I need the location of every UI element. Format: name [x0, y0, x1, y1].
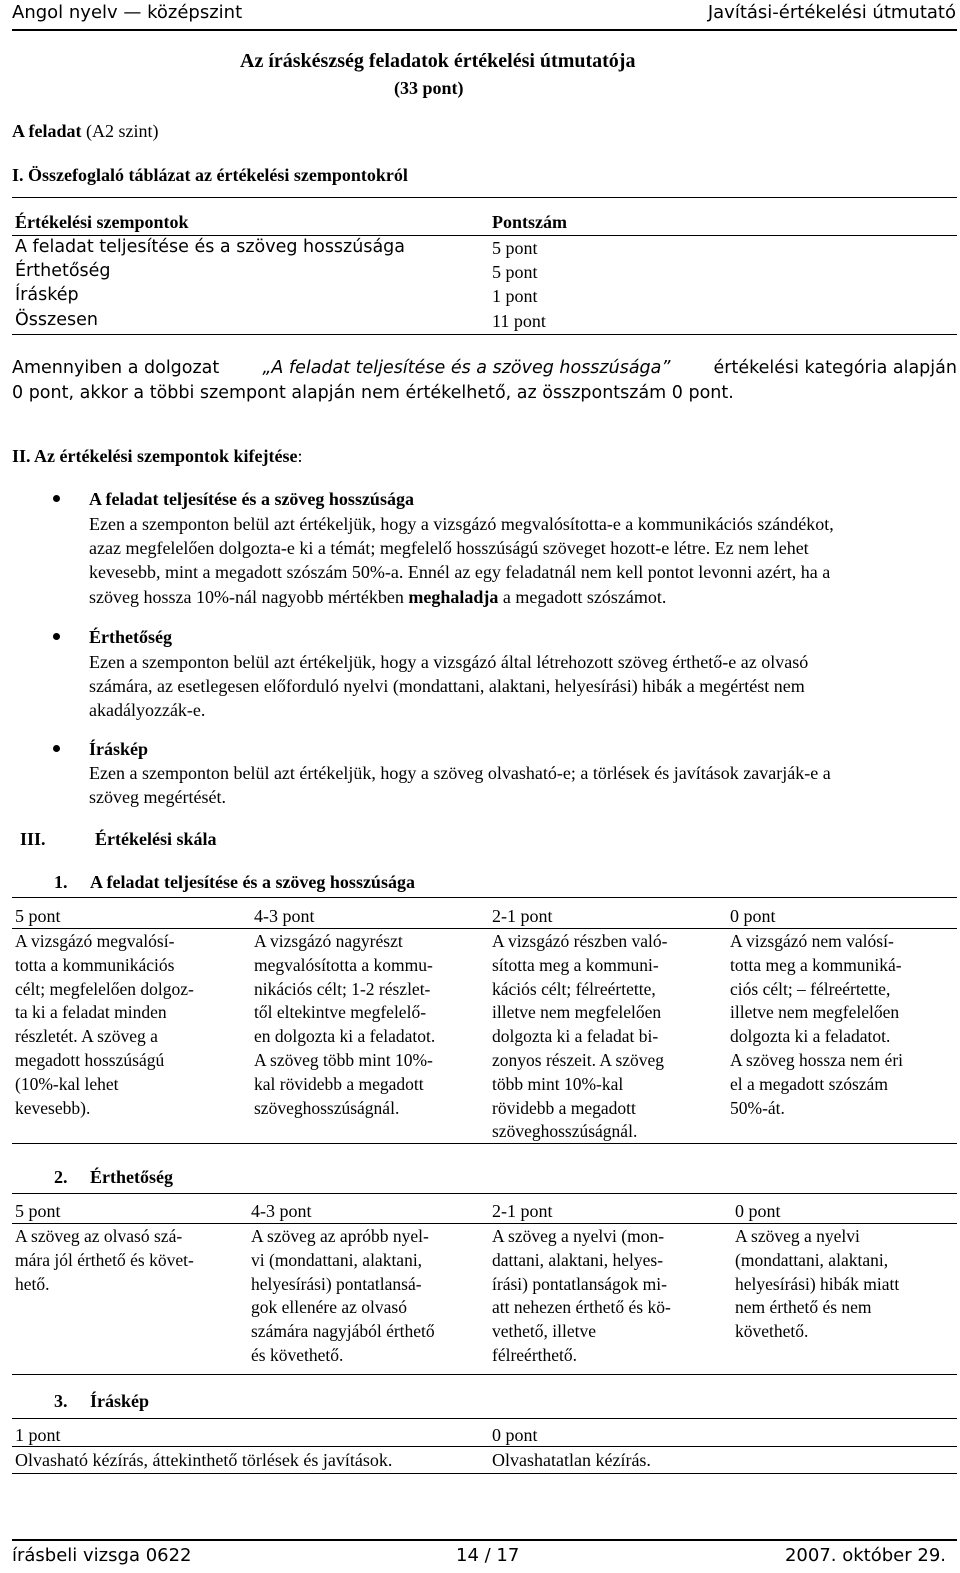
criterion-line: Ezen a szemponton belül azt értékeljük, hogy a szöveg olvasható-e; a törlések és javítások zavarják-e a: [89, 763, 831, 783]
scale1-cell: A vizsgázó nem valósí- totta meg a kommuniká- ciós célt; – félreértette, illetve nem megfelelően dolgozta ki a feladatot. A szöveg hossza nem éri el a megadott szószám 50%-át.: [730, 931, 904, 1118]
scale1-top-rule: [12, 897, 957, 898]
criterion-line-bold: meghaladja: [408, 587, 499, 607]
scale2-cell: A szöveg a nyelvi (mondattani, alaktani, helyesírási) hibák miatt nem érthető és nem követhető.: [735, 1226, 900, 1342]
criterion-line-post: a megadott szószámot.: [498, 587, 667, 607]
task-heading: [12, 119, 158, 143]
summary-top-rule: [12, 197, 957, 198]
footer-date: 2007. október 29.: [784, 1545, 946, 1566]
summary-row-points: 5 pont: [492, 238, 538, 258]
summary-row-criterion: Érthetőség: [15, 261, 111, 281]
scale1-cell: A vizsgázó részben való- sította meg a kommuni- kációs célt; félreértette, illetve nem megfelelően dolgozta ki a feladat bi- zonyos részeit. A szöveg több mint 10%-kal rövidebb a megadott szöveghosszúságnál.: [492, 931, 668, 1142]
scale3-bottom-rule: [12, 1473, 957, 1474]
criterion-line: azaz megfelelően dolgozta-e ki a témát; megfelelő hosszúságú szöveget hozott-e létre. Ez nem lehet: [89, 538, 809, 558]
footer-page-number: 14 / 17: [456, 1545, 520, 1566]
scale2-header-rule: [12, 1223, 957, 1224]
summary-bottom-rule: [12, 334, 957, 335]
scale3-header: 1 pont: [15, 1425, 61, 1445]
header-rule: [12, 29, 957, 31]
task-level: (A2 szint): [86, 121, 159, 141]
scale2-cell: A szöveg az olvasó szá- mára jól érthető és követ- hető.: [15, 1226, 194, 1294]
scale2-header: 2-1 pont: [492, 1201, 553, 1221]
header-right: Javítási-értékelési útmutató: [707, 2, 956, 23]
section3-num: III.: [20, 829, 46, 849]
scale1-header: 2-1 pont: [492, 906, 553, 926]
criterion-line: kevesebb, mint a megadott szószám 50%-a. Ennél az egy feladatnál nem kell pontot levonni azért, ha a: [89, 562, 831, 582]
scale2-header: 0 pont: [735, 1201, 781, 1221]
summary-col-points: Pontszám: [492, 212, 567, 232]
footer-rule: [12, 1539, 957, 1541]
scale3-cell: Olvasható kézírás, áttekinthető törlések és javítások.: [15, 1450, 393, 1470]
scale3-header-rule: [12, 1446, 957, 1447]
scale1-title: A feladat teljesítése és a szöveg hosszúsága: [90, 872, 415, 892]
note-part-3: értékelési kategória alapján: [713, 358, 957, 378]
section3-title: Értékelési skála: [95, 829, 217, 849]
bullet-icon: [53, 745, 60, 752]
page-title: Az íráskészség feladatok értékelési útmutatója: [240, 50, 636, 72]
scale2-top-rule: [12, 1193, 957, 1194]
criterion-line: számára, az esetlegesen előforduló nyelvi (mondattani, alaktani, helyesírási) hibák a megértést nem: [89, 676, 805, 696]
criterion-line: [89, 585, 666, 609]
scale3-header: 0 pont: [492, 1425, 538, 1445]
section2-title: [12, 444, 302, 468]
scale3-top-rule: [12, 1418, 957, 1419]
note-category: „A feladat teljesítése és a szöveg hosszúsága”: [262, 358, 671, 378]
criterion-line: Ezen a szemponton belül azt értékeljük, hogy a vizsgázó által létrehozott szöveg érthető-e az olvasó: [89, 652, 809, 672]
scale1-header: 5 pont: [15, 906, 61, 926]
criterion-line: szöveg megértését.: [89, 787, 226, 807]
scale3-title: Íráskép: [90, 1391, 150, 1411]
criterion-line: akadályozzák-e.: [89, 700, 206, 720]
note-line-2: 0 pont, akkor a többi szempont alapján nem értékelhető, az összpontszám 0 pont.: [12, 383, 734, 403]
page-subtitle: (33 pont): [394, 78, 464, 98]
scale2-num: 2.: [54, 1167, 68, 1187]
criterion-heading: A feladat teljesítése és a szöveg hosszúsága: [89, 489, 414, 509]
summary-row-criterion: Íráskép: [15, 285, 79, 305]
note-part-1: Amennyiben a dolgozat: [12, 358, 220, 378]
section2-title-colon: :: [297, 446, 303, 466]
scale1-bottom-rule: [12, 1143, 957, 1144]
criterion-line: Ezen a szemponton belül azt értékeljük, hogy a vizsgázó megvalósította-e a kommunikációs szándékot,: [89, 514, 834, 534]
scale3-cell: Olvashatatlan kézírás.: [492, 1450, 651, 1470]
summary-row-criterion: A feladat teljesítése és a szöveg hosszúsága: [15, 237, 405, 257]
criterion-heading: Íráskép: [89, 739, 149, 759]
task-label: A feladat: [12, 121, 82, 141]
scale2-title: Érthetőség: [90, 1167, 173, 1187]
summary-row-points: 5 pont: [492, 262, 538, 282]
summary-row-points: 11 pont: [492, 311, 546, 331]
scale1-header-rule: [12, 928, 957, 929]
scale1-num: 1.: [54, 872, 68, 892]
criterion-line-pre: szöveg hossza 10%-nál nagyobb mértékben: [89, 587, 409, 607]
scale3-num: 3.: [54, 1391, 68, 1411]
summary-col-criteria: Értékelési szempontok: [15, 212, 189, 232]
footer-left: írásbeli vizsga 0622: [12, 1545, 192, 1566]
bullet-icon: [53, 495, 60, 502]
scale2-cell: A szöveg a nyelvi (mon- dattani, alaktani, helyes- írási) pontatlanságok mi- att nehezen érthető és kö- vethető, illetve félreérthető.: [492, 1226, 671, 1365]
bullet-icon: [53, 633, 60, 640]
section1-title: I. Összefoglaló táblázat az értékelési szempontokról: [12, 165, 408, 185]
scale1-cell: A vizsgázó megvalósí- totta a kommunikációs célt; megfelelően dolgoz- ta ki a feladat minden részletét. A szöveg a megadott hosszúságú (10%-kal lehet kevesebb).: [15, 931, 194, 1118]
section2-title-text: II. Az értékelési szempontok kifejtése: [12, 446, 298, 466]
scale1-header: 4-3 pont: [254, 906, 315, 926]
note-line-1: [12, 357, 957, 381]
summary-row-criterion: Összesen: [15, 310, 98, 330]
scale1-cell: A vizsgázó nagyrészt megvalósította a kommu- nikációs célt; 1-2 részlet- től eltekintve megfelelő- en dolgozta ki a feladatot. A szöveg több mint 10%- kal rövidebb a megadott szöveghosszúságnál.: [254, 931, 436, 1118]
scale2-header: 5 pont: [15, 1201, 61, 1221]
scale2-header: 4-3 pont: [251, 1201, 312, 1221]
summary-row-points: 1 pont: [492, 286, 538, 306]
scale2-bottom-rule: [12, 1374, 957, 1375]
criterion-heading: Érthetőség: [89, 627, 172, 647]
scale2-cell: A szöveg az apróbb nyel- vi (mondattani, alaktani, helyesírási) pontatlansá- gok ellenére az olvasó számára nagyjából érthető és követhető.: [251, 1226, 435, 1365]
scale1-header: 0 pont: [730, 906, 776, 926]
header-left: Angol nyelv — középszint: [12, 2, 243, 23]
